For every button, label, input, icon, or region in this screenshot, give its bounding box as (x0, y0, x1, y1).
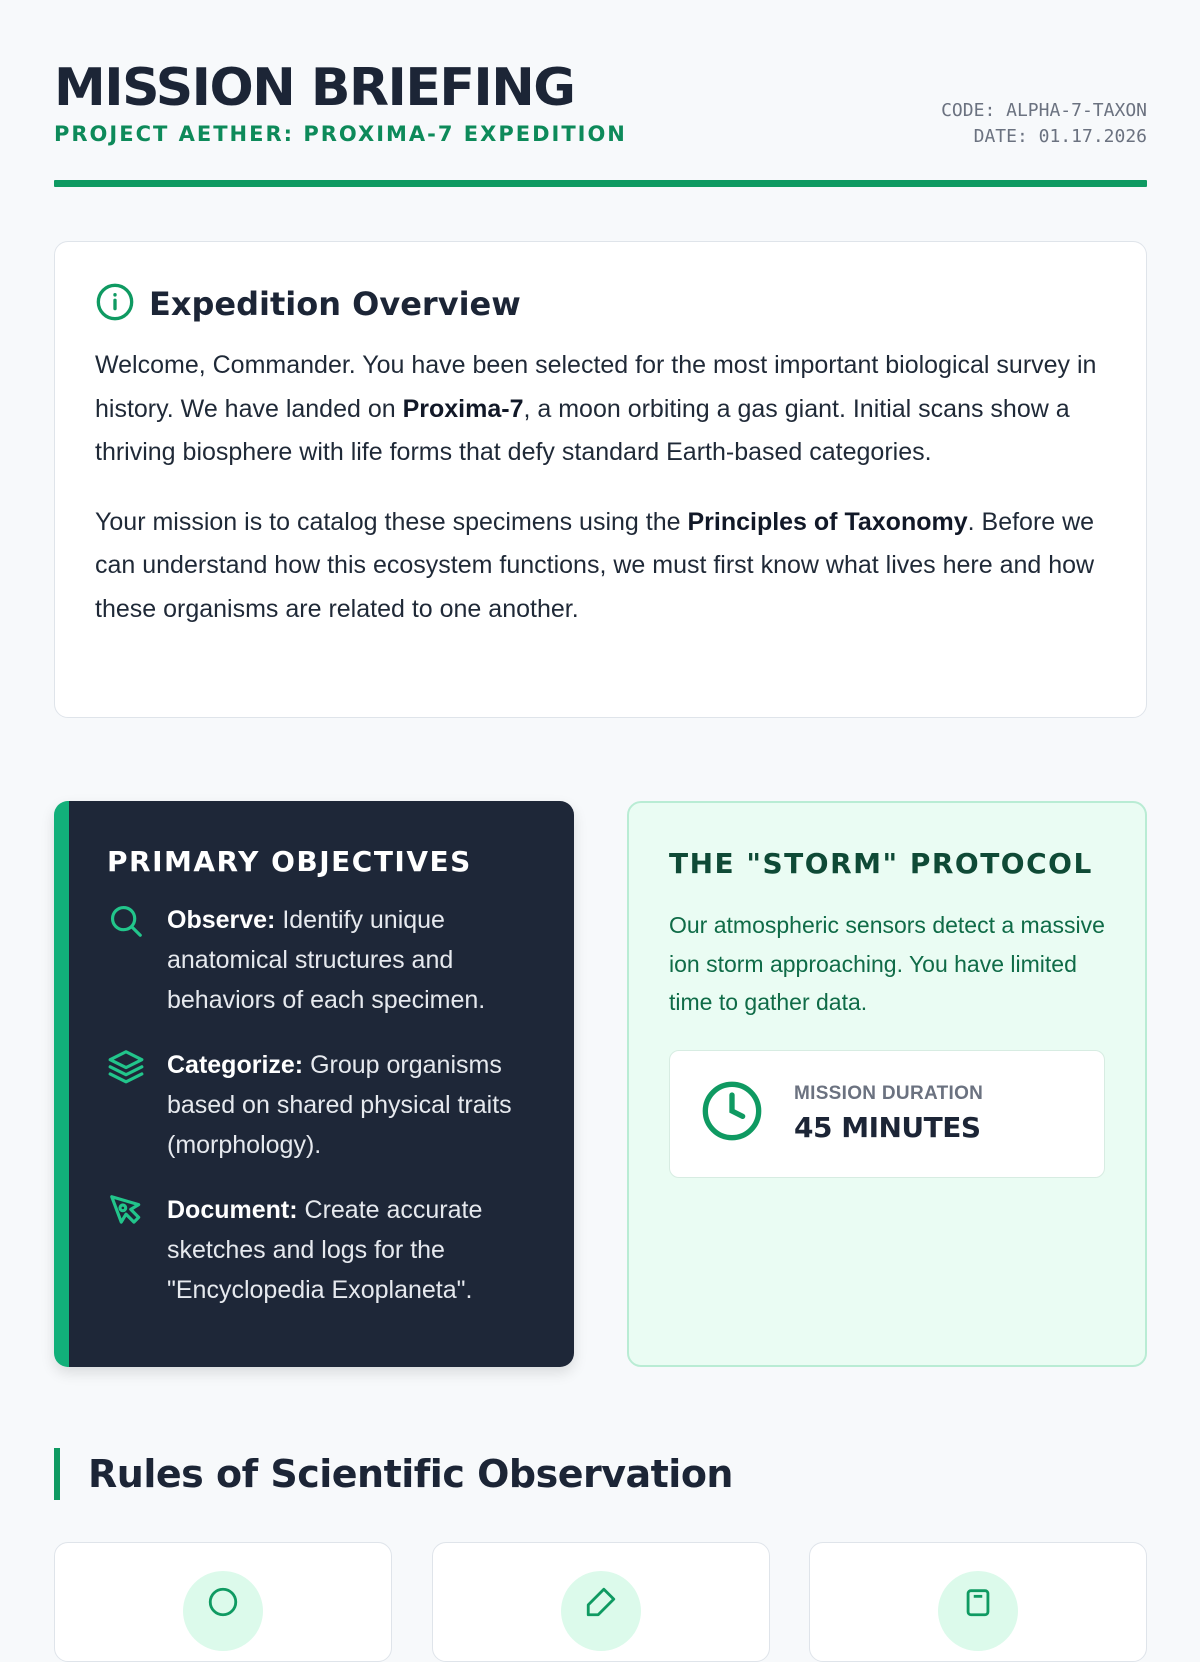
mission-meta (941, 98, 1147, 150)
duration-value: 45 MINUTES (794, 1111, 981, 1144)
storm-heading: THE "STORM" PROTOCOL (669, 847, 1093, 880)
objective-item (107, 1190, 544, 1310)
planet-name: Proxima-7 (402, 394, 524, 423)
eye-icon (183, 1571, 263, 1651)
info-icon (95, 282, 135, 327)
page-subtitle: PROJECT AETHER: PROXIMA-7 EXPEDITION (54, 122, 627, 146)
header (54, 56, 1147, 148)
overview-paragraph-2: Your mission is to catalog these specimens using the Principles of Taxonomy. Before we can understand how this ecosystem functions, we must first know what lives here and how these organisms are related to one another. (95, 507, 1095, 623)
mission-date: DATE: 01.17.2026 (973, 126, 1147, 147)
objective-text: Categorize: Group organisms based on shared physical traits (morphology). (167, 1051, 512, 1159)
expedition-overview-card (54, 241, 1147, 718)
duration-label: MISSION DURATION (794, 1083, 984, 1104)
overview-paragraph-1: Welcome, Commander. You have been selected for the most important biological survey in history. We have landed on Proxima-7, a moon orbiting a gas giant. Initial scans show a thriving biosphere with life forms that defy standard Earth-based categories. (95, 351, 1097, 466)
section-accent-bar (54, 1448, 60, 1500)
storm-text: Our atmospheric sensors detect a massive ion storm approaching. You have limited time to gather data. (669, 912, 1105, 1015)
rule-card (54, 1542, 392, 1662)
rule-card (809, 1542, 1147, 1662)
layers-icon (107, 1045, 147, 1165)
objective-item (107, 1045, 544, 1165)
objective-item (107, 900, 544, 1020)
rule-card (432, 1542, 770, 1662)
objectives-heading: PRIMARY OBJECTIVES (107, 845, 472, 878)
storm-protocol-card (627, 801, 1147, 1367)
mission-duration-box (669, 1050, 1105, 1178)
clipboard-icon (938, 1571, 1018, 1651)
header-divider (54, 180, 1147, 187)
taxonomy-term: Principles of Taxonomy (687, 507, 968, 536)
mission-code: CODE: ALPHA-7-TAXON (941, 100, 1147, 121)
overview-heading: Expedition Overview (149, 285, 521, 323)
clock-icon (700, 1079, 764, 1148)
pencil-icon (561, 1571, 641, 1651)
primary-objectives-card (54, 801, 574, 1367)
pen-tool-icon (107, 1190, 147, 1310)
objective-text: Observe: Identify unique anatomical structures and behaviors of each specimen. (167, 906, 486, 1014)
rules-section-header (54, 1448, 733, 1500)
page-title: MISSION BRIEFING (54, 58, 575, 118)
overview-header (95, 278, 1106, 330)
search-icon (107, 900, 147, 1020)
rules-heading: Rules of Scientific Observation (88, 1452, 733, 1496)
objective-text: Document: Create accurate sketches and logs for the "Encyclopedia Exoplaneta". (167, 1196, 483, 1304)
